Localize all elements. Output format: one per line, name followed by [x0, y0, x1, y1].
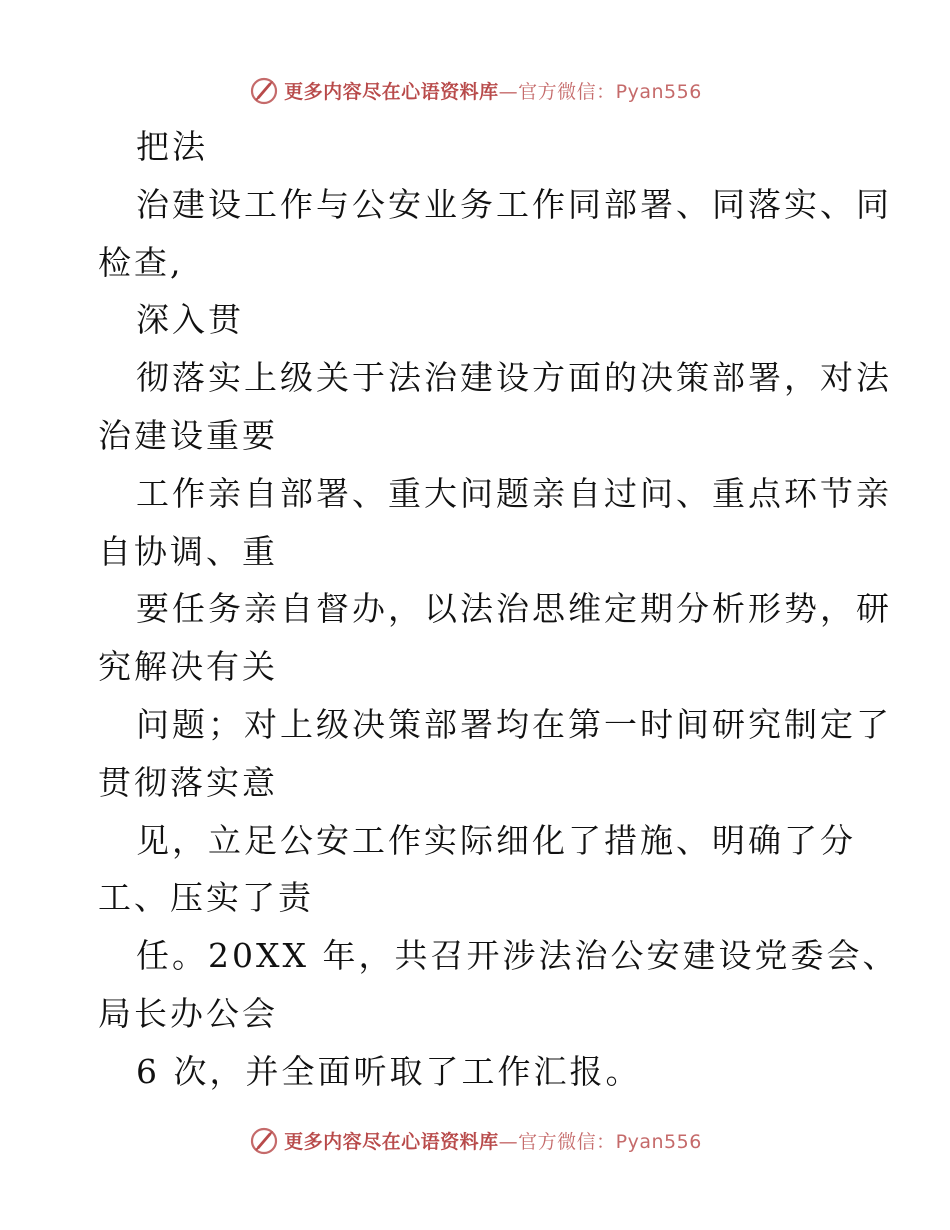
document-body: [98, 118, 899, 1101]
body-line: 自协调、重: [98, 531, 278, 571]
body-line: 把法: [136, 127, 208, 166]
body-line: 深入贯: [136, 300, 244, 340]
body-line: 检查,: [98, 242, 184, 282]
body-line: 工、压实了责: [98, 878, 314, 918]
quill-pen-logo-icon: [248, 74, 280, 106]
body-line: 治建设工作与公安业务工作同部署、同落实、同: [136, 184, 892, 224]
body-line: 治建设重要: [98, 415, 278, 455]
body-line: 彻落实上级关于法治建设方面的决策部署，对法: [136, 358, 892, 398]
body-line: 工作亲自部署、重大问题亲自过问、重点环节亲: [136, 473, 892, 513]
header-banner: [0, 70, 950, 110]
footer-banner-contact: —官方微信：Pyan556: [498, 1130, 702, 1153]
body-line: 见，立足公安工作实际细化了措施、明确了分: [136, 820, 856, 860]
body-line: 局长办公会: [98, 993, 278, 1033]
quill-pen-logo-icon: [248, 1124, 280, 1156]
body-line: 任。20XX 年，共召开涉法治公安建设党委会、: [136, 936, 899, 976]
header-banner-contact: —官方微信：Pyan556: [498, 80, 702, 103]
body-line: 要任务亲自督办，以法治思维定期分析形势，研: [136, 589, 892, 629]
footer-banner: [0, 1120, 950, 1160]
header-banner-title: 更多内容尽在心语资料库: [284, 80, 499, 103]
body-line: 贯彻落实意: [98, 762, 278, 802]
body-line: 究解决有关: [98, 647, 278, 687]
footer-banner-text: [284, 1127, 702, 1154]
header-banner-text: [284, 77, 702, 104]
body-line: 6 次，并全面听取了工作汇报。: [136, 1051, 642, 1091]
body-line: 问题；对上级决策部署均在第一时间研究制定了: [136, 704, 892, 744]
footer-banner-title: 更多内容尽在心语资料库: [284, 1130, 499, 1153]
